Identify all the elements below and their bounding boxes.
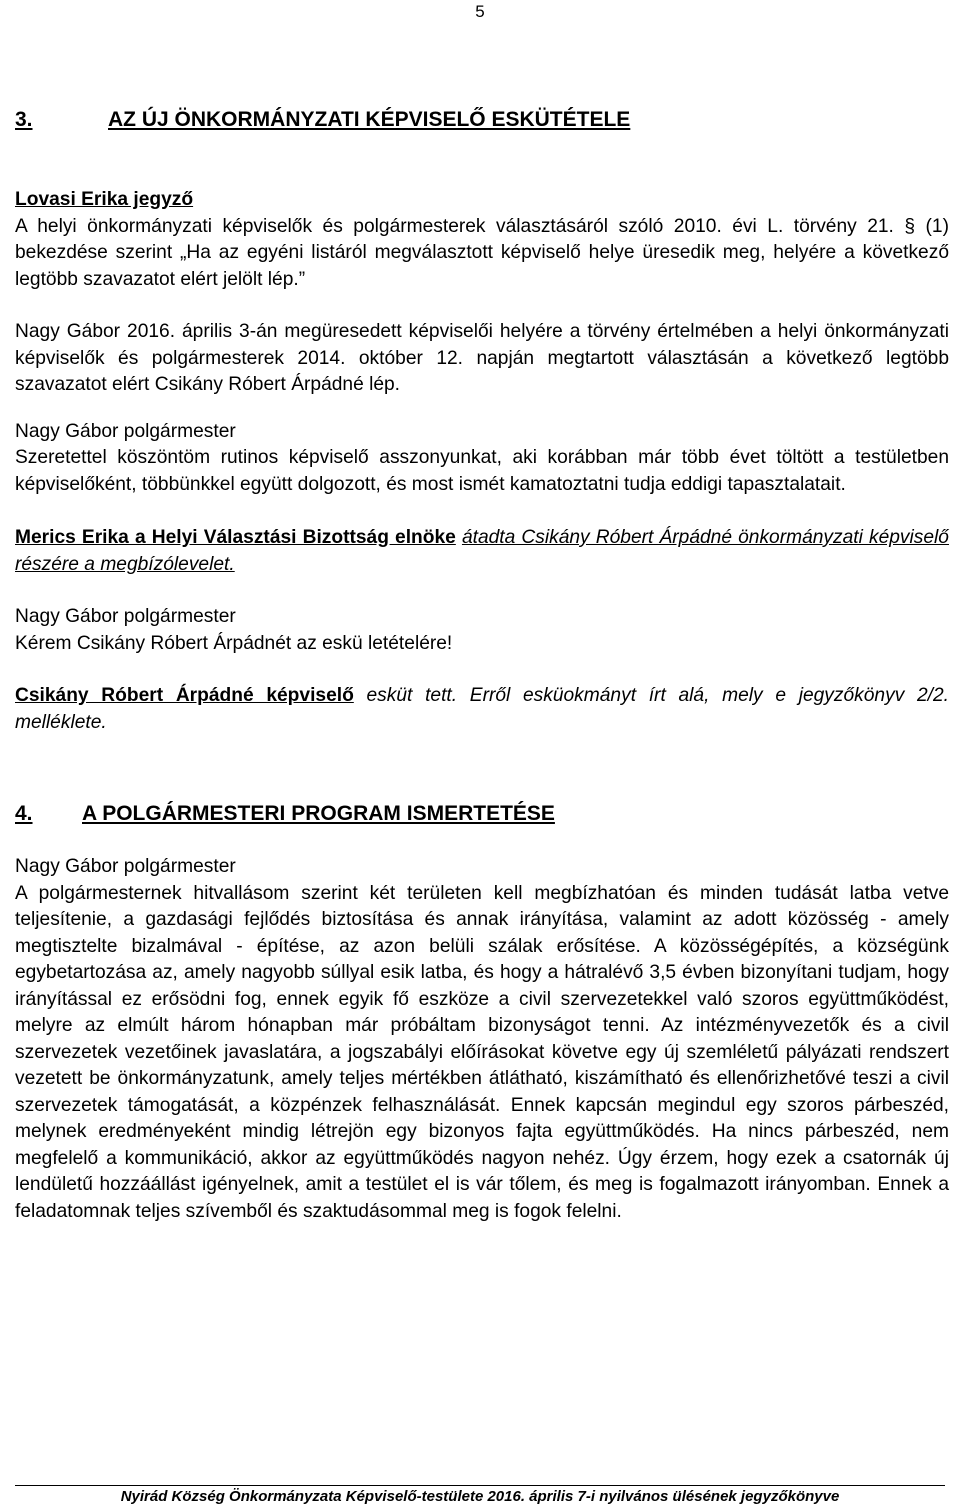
speaker-name: Csikány Róbert Árpádné képviselő: [15, 685, 354, 706]
speaker-heading: [15, 854, 949, 881]
section-title: A POLGÁRMESTERI PROGRAM ISMERTETÉSE: [82, 802, 555, 825]
page-number: 5: [475, 2, 485, 21]
document-body: [15, 107, 949, 1225]
speaker-name: Nagy Gábor polgármester: [15, 856, 236, 877]
section-4-heading: [15, 801, 949, 827]
paragraph: Nagy Gábor 2016. április 3-án megüresedett képviselői helyére a törvény értelmében a helyi önkormányzati képviselők és polgármesterek 2014. október 12. napján megtartott választásán a következő legtöbb szavazatot elért Csikány Róbert Árpádné lép.: [15, 321, 949, 395]
paragraph: Szeretettel köszöntöm rutinos képviselő asszonyunkat, aki korábban már több évet töltött a testületben képviselőként, többünkkel együtt dolgozott, és most ismét kamatoztatni tudja eddigi tapasztalatait.: [15, 447, 949, 495]
paragraph: A polgármesternek hitvallásom szerint két területen kell megbízhatóan és minden tudását latba vetve teljesítenie, a gazdasági fejlődés biztosítása és annak irányítása, valamint az adott közösség - amely megtisztelte bizalmával - építése, az azon belüli szálak erősítése. A közösségépítés, a községünk egybetartozása az, amely nagyobb súllyal esik latba, és hogy a hátralévő 3,5 évben bizonyítani tudjam, hogy irányítással ez erősödni fog, ennek egyik fő eszköze a civil szervezetekkel való szoros együttműködést, melyre az elmúlt három hónapban már próbáltam bizonyságot tenni. Az intézményvezetők és a civil szervezetek vezetőinek javaslatára, a jogszabályi előírásokat követve egy új szemléletű pályázati rendszert vezetett be önkormányzatunk, amely teljes mértékben átlátható, kiszámítható és ellenőrizhetővé teszi a civil szervezetek támogatását, a közpénzek felhasználását. Ennek kapcsán megindul egy szoros párbeszéd, melynek eredményeként mindig létrejön egy bizonyos fajta együttműködés. Ha nincs párbeszéd, nem megfelelő a kommunikáció, akkor az együttműködés nagyon nehéz. Úgy érzem, hogy ezek a csatornák új lendületű hozzáállást igényelnek, amit a testület el is vár tőlem, és meg is fogalmazott irányomban. Ennek a feladatomnak teljes szívemből és szaktudásommal meg is fogok felelni.: [15, 882, 949, 1222]
section-number: 3.: [15, 108, 33, 131]
section-title: AZ ÚJ ÖNKORMÁNYZATI KÉPVISELŐ ESKÜTÉTELE: [108, 108, 631, 131]
speaker-name: Lovasi Erika jegyző: [15, 189, 194, 210]
action-text: átadta Csikány Róbert Árpádné önkormányzati képviselő részére a megbízólevelet.: [15, 527, 949, 575]
speaker-name: Nagy Gábor polgármester: [15, 606, 236, 627]
speaker-heading: [15, 604, 949, 631]
footer-divider: [15, 1485, 945, 1486]
paragraph: [15, 525, 949, 578]
section-number: 4.: [15, 802, 33, 825]
speaker-name: Merics Erika a Helyi Választási Bizottság elnöke: [15, 527, 456, 548]
paragraph: Kérem Csikány Róbert Árpádnét az eskü letételére!: [15, 632, 453, 654]
paragraph: A helyi önkormányzati képviselők és polgármesterek választásáról szóló 2010. évi L. törvény 21. § (1) bekezdése szerint „Ha az egyéni listáról megválasztott képviselő helye üresedik meg, helyére a következő legtöbb szavazatot elért jelölt lép.”: [15, 215, 949, 290]
speaker-heading: [15, 419, 949, 446]
speaker-heading: [15, 187, 949, 214]
paragraph: [15, 683, 949, 736]
action-text: esküt tett. Erről esküokmányt írt alá, mely e jegyzőkönyv 2/2. melléklete.: [15, 685, 949, 733]
section-3-heading: [15, 107, 949, 133]
speaker-name: Nagy Gábor polgármester: [15, 420, 236, 442]
page-footer: Nyirád Község Önkormányzata Képviselő-testülete 2016. április 7-i nyilvános ülésének jegyzőkönyve: [120, 1488, 840, 1505]
